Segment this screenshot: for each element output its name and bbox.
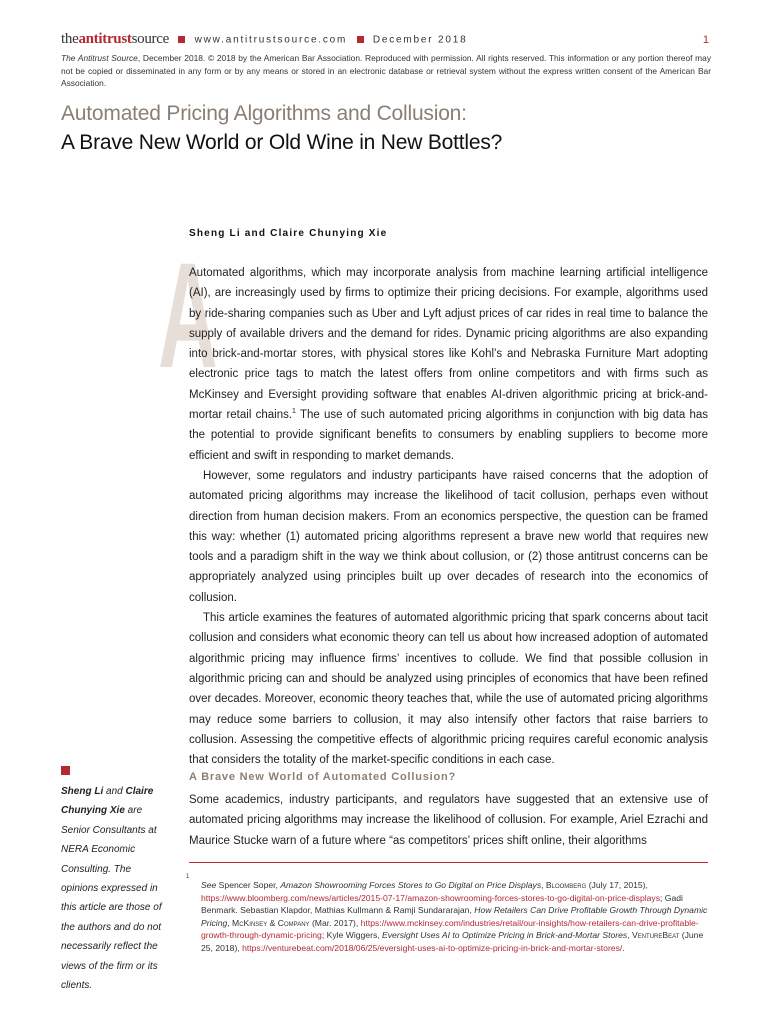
drop-cap: A: [158, 231, 218, 399]
section-body: [189, 790, 708, 851]
article-title-line2: A Brave New World or Old Wine in New Bottles?: [61, 131, 503, 154]
sidebar-square-icon: [61, 766, 70, 775]
masthead: [61, 31, 467, 47]
fn-link-1[interactable]: https://www.bloomberg.com/news/articles/2015-07-17/amazon-showrooming-forces-stores-to-go-digital-on-price-displays: [201, 892, 661, 903]
logo-antitrust: antitrust: [78, 31, 132, 47]
fn-see: See: [201, 880, 217, 890]
fn-t2: ; Gadi Benmark. Sebastian Klapdor, Mathias Kullmann & Ramji Sundararajan,: [201, 892, 683, 916]
paragraph-1: [189, 263, 708, 466]
fn-link-3[interactable]: https://venturebeat.com/2018/06/25/eversight-uses-ai-to-optimize-pricing-in-brick-and-mortar-stores/: [242, 942, 623, 953]
footnote-ref[interactable]: 1: [292, 408, 296, 416]
copyright-text: , December 2018. © 2018 by the American Bar Association. Reproduced with permission. All rights reserved. This information or any portion thereof may not be copied or disseminated in any form or by any means or stored in an electronic database or retrieval system without the express written consent of the American Bar Association.: [61, 53, 712, 89]
fn-t1-pub: , Bloomberg: [541, 880, 587, 890]
article-title-line1: Automated Pricing Algorithms and Collusion:: [61, 102, 467, 125]
paragraph-1-text-b: The use of such automated pricing algorithms in conjunction with big data has the potential to provide significant benefits to consumers by enabling suppliers to become more efficient and swift in responding to market demands.: [189, 409, 709, 462]
paragraph-2: However, some regulators and industry participants have raised concerns that the adoption of automated pricing algorithms may increase the likelihood of tacit collusion, perhaps even without direction from human decision makers. From an economics perspective, the question can be framed this way: whether (1) automated pricing algorithms represent a brave new world that requires new tools and a paradigm shift in the way we think about collusion, or (2) those antitrust concerns can be appropriately analyzed using principles built up over decades of research into the economics of collusion.: [189, 469, 708, 604]
paragraph-3: This article examines the features of automated algorithmic pricing that spark concerns about tacit collusion and considers what economic theory can tell us about how increased adoption of automated algorithmic pricing may influence firms’ incentives to collude. We find that possible collusion in algorithmic pricing can and should be analyzed using principles of economics that have been refined over decades. Moreover, economic theory teaches that, while the use of automated pricing algorithms may reduce some barriers to collusion, it may also intensify other factors that raise barriers to collusion. Assessing the competitive effects of algorithmic pricing requires careful economic analysis that considers the totality of the market-specific conditions in each case.: [189, 612, 708, 767]
byline: Sheng Li and Claire Chunying Xie: [189, 228, 388, 239]
separator-square-icon: [357, 36, 364, 43]
copyright-publication: The Antitrust Source: [61, 53, 138, 63]
logo-the: the: [61, 31, 79, 47]
fn-t2-pub: , McKinsey & Company: [227, 917, 310, 928]
separator-square-icon: [178, 36, 185, 43]
section-heading: A Brave New World of Automated Collusion?: [189, 771, 457, 783]
fn-t3-date: (June 25, 2018),: [201, 930, 704, 953]
bio-text: are Senior Consultants at NERA Economic Consulting. The opinions expressed in this article are those of the authors and do not necessarily reflect the views of the firm or its clients.: [61, 805, 162, 992]
fn-t1: Spencer Soper,: [216, 880, 281, 890]
logo-source: source: [131, 31, 169, 47]
header-url[interactable]: www.antitrustsource.com: [194, 34, 348, 46]
fn-t3: ; Kyle Wiggers,: [321, 930, 383, 941]
fn-t3-title: Eversight Uses AI to Optimize Pricing in Brick-and-Mortar Stores: [382, 930, 628, 941]
fn-t2-title: How Retailers Can Drive Profitable Growth Through Dynamic Pricing: [201, 905, 708, 928]
page-number: 1: [702, 34, 709, 46]
fn-t2-date: (Mar. 2017),: [309, 917, 361, 928]
bio-and: and: [103, 786, 126, 797]
bio-author1: Sheng Li: [61, 786, 104, 797]
copyright-notice: [61, 52, 711, 90]
fn-t3-pub: , VentureBeat: [627, 930, 680, 941]
paragraph-1-text-a: Automated algorithms, which may incorporate analysis from machine learning artificial intelligence (AI), are increasingly used by firms to optimize their pricing decisions. For example, algorithms used by ride-sharing companies such as Uber and Lyft adjust prices of car rides in real time to balance the supply of available drivers and the demand for rides. Dynamic pricing algorithms are also expanding into brick-and-mortar stores, with physical stores like Kohl’s and Nebraska Furniture Mart adopting electronic price tags to match the latest offers from online competitors and with firms such as McKinsey and Eversight providing software that enables AI-driven algorithmic pricing at brick-and-mortar retail chains.: [189, 267, 708, 422]
section-paragraph: Some academics, industry participants, and regulators have suggested that an extensive use of automated pricing algorithms may increase the likelihood of collusion. For example, Ariel Ezrachi and Maurice Stucke warn of a future where “as competitors’ prices shift online, their algorithms: [189, 794, 708, 847]
article-body: [189, 263, 708, 770]
fn-t1-date: (July 17, 2015),: [586, 880, 648, 890]
fn-end: .: [622, 942, 625, 953]
footnote: 1 See Spencer Soper, Amazon Showrooming Forces Stores to Go Digital on Price Displays, Bloomberg (July 17, 2015), https://www.bloomberg.com/news/articles/2015-07-17/amazon-showrooming-forces-stores-to-go-digital-on-price-displays; Gadi Benmark. Sebastian Klapdor, Mathias Kullmann & Ramji Sundararajan, How Retailers Can Drive Profitable Growth Through Dynamic Pricing, McKinsey & Company (Mar. 2017), https://www.mckinsey.com/industries/retail/our-insights/how-retailers-can-drive-profitable-growth-through-dynamic-pricing; Kyle Wiggers, Eversight Uses AI to Optimize Pricing in Brick-and-Mortar Stores, VentureBeat (June 25, 2018), https://venturebeat.com/2018/06/25/eversight-uses-ai-to-optimize-pricing-in-brick-and-mortar-stores/.: [186, 874, 708, 953]
fn-link-2[interactable]: https://www.mckinsey.com/industries/retail/our-insights/how-retailers-can-drive-profitable-growth-through-dynamic-pricing: [201, 917, 699, 941]
fn-t1-title: Amazon Showrooming Forces Stores to Go Digital on Price Displays: [280, 880, 542, 890]
bio-author2: Claire Chunying Xie: [61, 786, 154, 817]
header-date: December 2018: [372, 34, 468, 46]
footnote-divider: [189, 862, 708, 863]
footnote-body: [186, 874, 708, 955]
author-bio: [61, 782, 171, 995]
